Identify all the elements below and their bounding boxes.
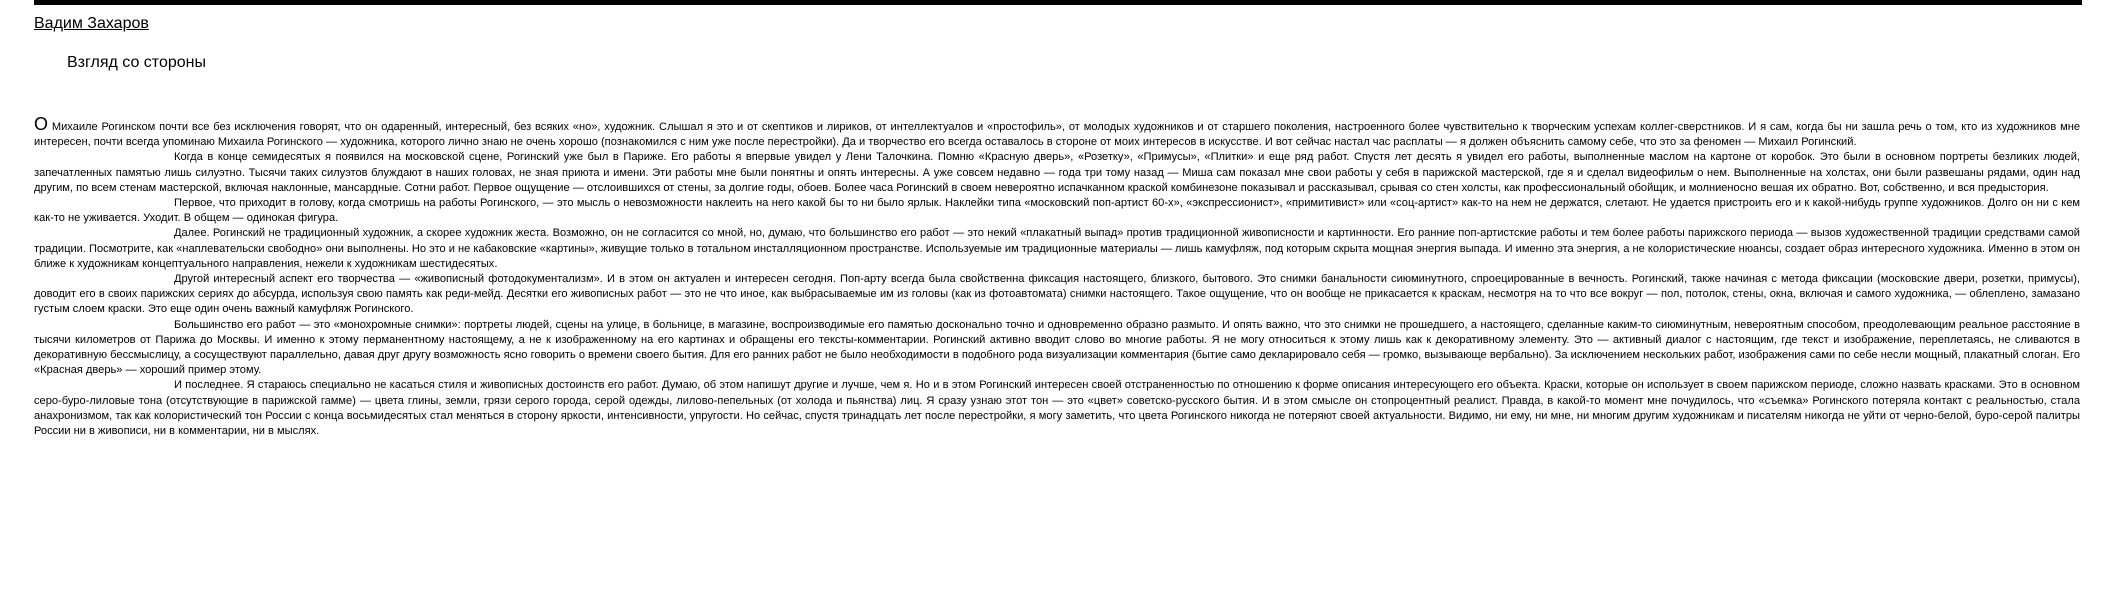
article-paragraph <box>34 114 2080 150</box>
paragraph-text: Михаиле Рогинском почти все без исключения говорят, что он одаренный, интересный, без всяких «но», художник. Слышал я это и от скептиков и лириков, от интеллектуалов и «простофиль», от молодых художников и от старшего поколения, настроенного более чувствительно к творческим успехам коллег-сверстников. И я сам, когда бы ни зашла речь о том, кто из художников мне интересен, почти всегда упоминаю Михаила Рогинского — художника, которого лично знаю не очень хорошо (познакомился с ним уже после перестройки). Да и творчество его всегда оставалось в стороне от моих интересов в искусстве. И вот сейчас настал час расплаты — я должен объяснить самому себе, что это за феномен — Михаил Рогинский. <box>34 121 2080 149</box>
article-paragraph: Первое, что приходит в голову, когда смотришь на работы Рогинского, — это мысль о невозможности наклеить на него какой бы то ни было ярлык. Наклейки типа «московский поп-артист 60-х», «экспрессионист», «примитивист» или «соц-артист» как-то на нем не держатся, слетают. Не удается пристроить его и к какой-нибудь группе художников. Долго он ни с кем как-то не уживается. Уходит. В общем — одинокая фигура. <box>34 197 2080 225</box>
article-paragraph: И последнее. Я стараюсь специально не касаться стиля и живописных достоинств его работ. Думаю, об этом напишут другие и лучше, чем я. Но и в этом Рогинский интересен своей отстраненностью по отношению к форме описания интересующего его объекта. Краски, которые он использует в своем парижском периоде, сложно назвать красками. Это в основном серо-буро-лиловые тона (отсутствующие в парижской гамме) — цвета глины, земли, грязи серого города, серой одежды, лилово-пепельных (от холода и пьянства) лиц. Я сразу узнаю этот тон — это «цвет» советско-русского бытия. И в этом смысле он стопроцентный реалист. Правда, в какой-то момент мне почудилось, что «съемка» Рогинского потеряла контакт с реальностью, стала анахронизмом, так как колористический тон России с конца восьмидесятых стал меняться в сторону яркости, интенсивности, упругости. Но сейчас, спустя тринадцать лет после перестройки, я могу заметить, что цвета Рогинского никогда не потеряют своей актуальности. Видимо, ни ему, ни мне, ни многим другим художникам и писателям никогда не уйти от черно-белой, буро-серой палитры России ни в живописи, ни в комментарии, ни в мыслях. <box>34 379 2080 438</box>
author-link[interactable]: Вадим Захаров <box>34 15 149 32</box>
article-paragraph: Когда в конце семидесятых я появился на московской сцене, Рогинский уже был в Париже. Его работы я впервые увидел у Лени Талочкина. Помню «Красную дверь», «Розетку», «Примусы», «Плитки» и еще ряд работ. Спустя лет десять я увидел его работы, выполненные маслом на картоне от коробок. Это были в основном портреты безликих людей, запечатленных памятью лишь силуэтно. Тысячи таких силуэтов блуждают в наших головах, не зная приюта и имени. Эти работы мне были понятны и опять интересны. А уже совсем недавно — года три тому назад — Миша сам показал мне свои работы у себя в парижской мастерской, где я и сделал видеофильм о нем. Выполненные на холстах, они были развешаны рядами, один над другим, по всем стенам мастерской, включая наклонные, мансардные. Сотни работ. Первое ощущение — отслоившихся от стены, за долгие годы, обоев. Более часа Рогинский в своем невероятно испачканном краской комбинезоне показывал и рассказывал, срывая со стен холсты, как профессиональный обойщик, и молниеносно вешая их обратно. Вот, собственно, и вся предыстория. <box>34 151 2080 194</box>
article-paragraph: Другой интересный аспект его творчества — «живописный фотодокументализм». И в этом он актуален и интересен сегодня. Поп-арту всегда была свойственна фиксация настоящего, близкого, бытового. Это снимки банальности сиюминутного, спроецированные в вечность. Рогинский, также начиная с метода фиксации (московские двери, розетки, примусы), доводит его в своих парижских сериях до абсурда, используя свою память как реди-мейд. Десятки его живописных работ — это не что иное, как выбрасываемые им из головы (как из фотоавтомата) снимки настоящего. Такое ощущение, что он вообще не прикасается к краскам, несмотря на то что все вокруг — пол, потолок, стены, окна, включая и самого художника, — облеплено, замазано густым слоем краски. Это еще один очень важный камуфляж Рогинского. <box>34 273 2080 316</box>
top-divider <box>34 0 2082 5</box>
drop-cap: О <box>34 114 49 134</box>
article-title: Взгляд со стороны <box>67 54 206 71</box>
article-paragraph: Большинство его работ — это «монохромные снимки»: портреты людей, сцены на улице, в больнице, в магазине, воспроизводимые его памятью досконально точно и одновременно образно размыто. И опять важно, что это снимки не прошедшего, а настоящего, сделанные каким-то сиюминутным, невероятным способом, преодолевающим реальное расстояние в тысячи километров от Парижа до Москвы. И именно к этому перманентному настоящему, а не к изображенному на его картинах и обращены его тексты-комментарии. Рогинский активно вводит слово во многие работы. Я не могу относиться к этому лишь как к декоративному элементу. Это — активный диалог с настоящим, где текст и изображение, переплетаясь, не сливаются в декоративную бессмыслицу, а сосуществуют параллельно, давая друг другу возможность ясно говорить о времени своего бытия. Для его ранних работ не было необходимости в подобного рода визуализации комментария (бытие само декларировало себя — громко, вызывающе вербально). За исключением нескольких работ, изображения сами по себе несли мощный, плакатный слоган. Его «Красная дверь» — хороший пример этому. <box>34 318 2080 377</box>
article-body <box>34 114 2081 439</box>
article-paragraph: Далее. Рогинский не традиционный художник, а скорее художник жеста. Возможно, он не согласится со мной, но, думаю, что большинство его работ — это некий «плакатный выпад» против традиционной живописности и картинности. Его ранние поп-артистские работы и тем более работы парижского периода — вызов художественной традиции средствами самой традиции. Посмотрите, как «наплевательски свободно» они выполнены. Но это и не кабаковские «картины», живущие только в тотальном инсталляционном пространстве. Используемые им традиционные материалы — лишь камуфляж, под которым скрыта мощная энергия выпада. И именно эта энергия, а не колористические нюансы, создает образ интересного художника. Именно в этом он ближе к художникам концептуального направления, нежели к художникам шестидесятых. <box>34 227 2081 270</box>
